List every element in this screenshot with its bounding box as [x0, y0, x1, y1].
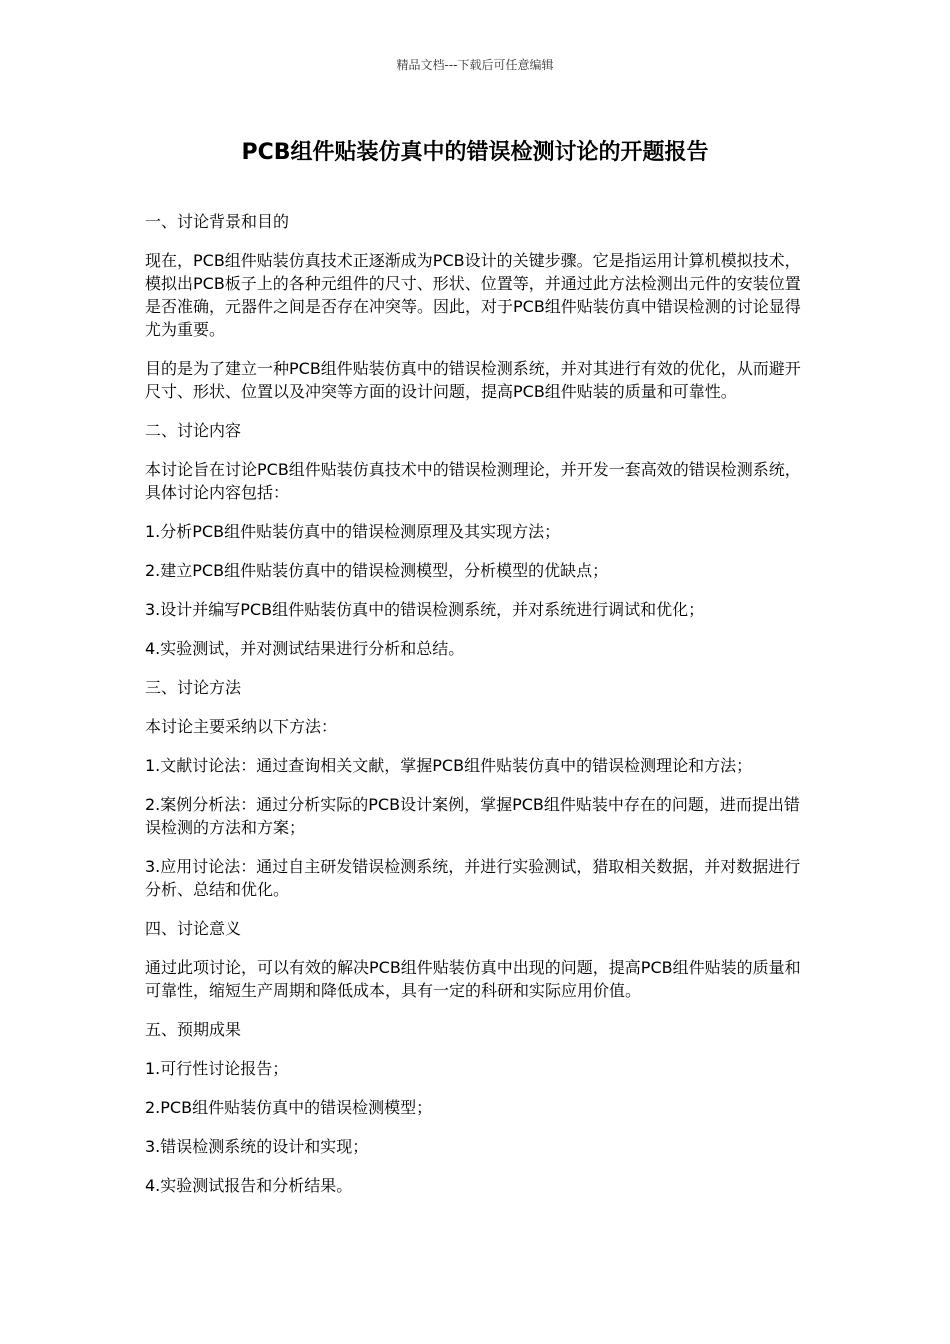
list-item: 4.实验测试，并对测试结果进行分析和总结。 [145, 639, 465, 658]
paragraph: 目的是为了建立一种PCB组件贴装仿真中的错误检测系统，并对其进行有效的优化，从而避开尺寸、形状、位置以及冲突等方面的设计问题，提高PCB组件贴装的质量和可靠性。 [145, 359, 801, 401]
paragraph: 现在，PCB组件贴装仿真技术正逐渐成为PCB设计的关键步骤。它是指运用计算机模拟技术，模拟出PCB板子上的各种元组件的尺寸、形状、位置等，并通过此方法检测出元件的安装位置是否准确，元器件之间是否存在冲突等。因此，对于PCB组件贴装仿真中错误检测的讨论显得尤为重要。 [145, 251, 801, 339]
list-item: 4.实验测试报告和分析结果。 [145, 1176, 353, 1195]
list-item: 1.文献讨论法：通过查询相关文献，掌握PCB组件贴装仿真中的错误检测理论和方法； [145, 756, 753, 775]
document-body [145, 210, 810, 1213]
list-item: 2.建立PCB组件贴装仿真中的错误检测模型，分析模型的优缺点； [145, 561, 609, 580]
document-title: PCB组件贴装仿真中的错误检测讨论的开题报告 [241, 140, 709, 165]
section-heading-method: 三、讨论方法 [145, 678, 242, 697]
list-item: 1.分析PCB组件贴装仿真中的错误检测原理及其实现方法； [145, 522, 561, 541]
section-heading-content: 二、讨论内容 [145, 421, 242, 440]
list-item: 2.案例分析法：通过分析实际的PCB设计案例，掌握PCB组件贴装中存在的问题，进而提出错误检测的方法和方案； [145, 795, 800, 837]
paragraph: 通过此项讨论，可以有效的解决PCB组件贴装仿真中出现的问题，提高PCB组件贴装的质量和可靠性，缩短生产周期和降低成本，具有一定的科研和实际应用价值。 [145, 958, 801, 1000]
section-heading-background: 一、讨论背景和目的 [145, 212, 290, 231]
list-item: 2.PCB组件贴装仿真中的错误检测模型； [145, 1098, 433, 1117]
page-header: 精品文档---下载后可任意编辑 [396, 58, 554, 72]
paragraph: 本讨论主要采纳以下方法： [145, 717, 338, 736]
section-heading-significance: 四、讨论意义 [145, 919, 242, 938]
list-item: 3.错误检测系统的设计和实现； [145, 1137, 369, 1156]
list-item: 3.设计并编写PCB组件贴装仿真中的错误检测系统，并对系统进行调试和优化； [145, 600, 705, 619]
paragraph: 本讨论旨在讨论PCB组件贴装仿真技术中的错误检测理论，并开发一套高效的错误检测系统，具体讨论内容包括： [145, 460, 801, 502]
list-item: 3.应用讨论法：通过自主研发错误检测系统，并进行实验测试，猎取相关数据，并对数据进行分析、总结和优化。 [145, 857, 801, 899]
list-item: 1.可行性讨论报告； [145, 1059, 289, 1078]
section-heading-outcomes: 五、预期成果 [145, 1020, 242, 1039]
